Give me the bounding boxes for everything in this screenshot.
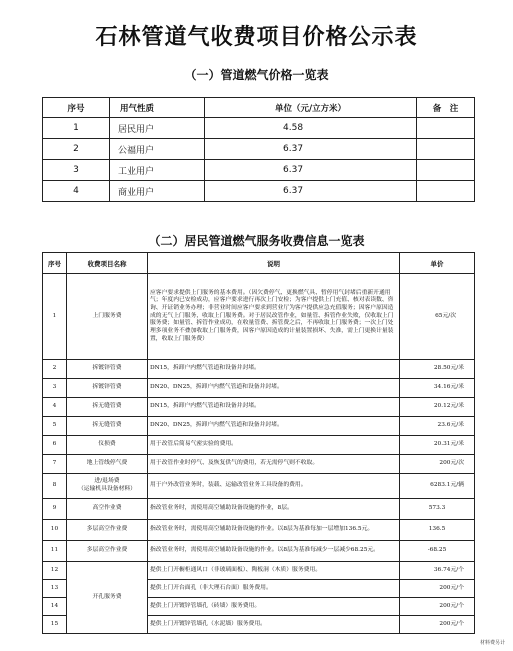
cell-nature: 商业用户 [110,181,205,202]
cell-desc: 提供上门开镀锌管墙孔（砖墙）服务费用。 [148,598,400,616]
service-fee-heading: （二）居民管道燃气服务收费信息一览表 [148,234,365,248]
table-row [43,436,475,455]
cell-remark [417,160,475,181]
cell-desc: DN20、DN25，拆卸户内燃气管道和设备并封堵。 [148,417,400,436]
cell-no: 2 [43,139,110,160]
cell-remark [417,139,475,160]
cell-name: 进/退场费 （运输机具设备材料） [67,474,148,499]
cell-price: 36.74元/个 [400,562,475,580]
cell-desc: DN15，拆卸户内燃气管道和设备并封堵。 [148,398,400,417]
cell-name: 高空作业费 [67,499,148,520]
cell-no: 8 [43,474,67,499]
header-remark: 备 注 [417,98,475,118]
cell-name: 多层高空作业费 [67,541,148,562]
table-row [43,398,475,417]
cell-no: 13 [43,580,67,598]
table-row [43,474,475,499]
cell-no: 2 [43,360,67,379]
cell-price: -68.25 [400,541,475,562]
cell-no: 3 [43,379,67,398]
page-title: 石林管道气收费项目价格公示表 [95,25,418,50]
table-row [43,379,475,398]
cell-price: 200元/次 [400,455,475,474]
table-row [43,118,475,139]
cell-nature: 工业用户 [110,160,205,181]
table-row [43,455,475,474]
cell-price: 200元/个 [400,598,475,616]
cell-name: 拆无缝管费 [67,398,148,417]
cell-price: 200元/个 [400,616,475,634]
footer-note: 材料费另计 [479,640,505,646]
cell-name: 上门服务费 [67,274,148,360]
cell-remark [417,118,475,139]
cell-no: 6 [43,436,67,455]
cell-price: 34.16元/米 [400,379,475,398]
cell-desc: 提供上门开橱柜通风口（非玻璃面板）、陶板洞（木质）服务费用。 [148,562,400,580]
cell-no: 1 [43,118,110,139]
cell-desc: 指改管业务时，需使用高空辅助设备设施的作业，8层。 [148,499,400,520]
table-row [43,499,475,520]
cell-no: 12 [43,562,67,580]
cell-price: 20.12元/米 [400,398,475,417]
cell-nature: 居民用户 [110,118,205,139]
cell-name: 开孔服务费 [67,562,148,634]
table-header-row [43,98,475,118]
table-header-row [43,253,475,274]
table-row [43,520,475,541]
gas-price-table [42,97,475,202]
cell-desc: 指改管业务时，需使用高空辅助设备设施的作业。以8层为基准每减少一层减少68.25元。 [148,541,400,562]
cell-no: 5 [43,417,67,436]
cell-price: 200元/个 [400,580,475,598]
cell-no: 4 [43,181,110,202]
cell-price: 28.50元/米 [400,360,475,379]
cell-price: 23.6元/米 [400,417,475,436]
cell-no: 4 [43,398,67,417]
cell-price: 4.58 [205,118,417,139]
cell-desc: 指改管业务时，需使用高空辅助设备设施的作业。以8层为基准每加一层增加136.5元。 [148,520,400,541]
header-price: 单价 [400,253,475,274]
cell-no: 7 [43,455,67,474]
cell-price: 65元/次 [400,274,475,360]
table-row [43,360,475,379]
cell-desc: DN20、DN25，拆卸户内燃气管道和设备并封堵。 [148,379,400,398]
header-name: 收费项目名称 [67,253,148,274]
cell-desc: DN15，拆卸户内燃气管道和设备并封堵。 [148,360,400,379]
cell-remark [417,181,475,202]
cell-name: 仪损费 [67,436,148,455]
table-row [43,160,475,181]
cell-desc: 提供上门开台面孔（非大理石台面）服务费用。 [148,580,400,598]
cell-no: 9 [43,499,67,520]
cell-price: 20.31元/米 [400,436,475,455]
gas-price-heading: （一）管道燃气价格一览表 [184,68,329,82]
cell-no: 15 [43,616,67,634]
table-row [43,417,475,436]
cell-name: 地上管线停气费 [67,455,148,474]
cell-name: 拆无缝管费 [67,417,148,436]
cell-price: 6.37 [205,139,417,160]
table-row [43,181,475,202]
cell-name: 多层高空作业费 [67,520,148,541]
header-unit: 单位（元/立方米） [205,98,417,118]
cell-no: 14 [43,598,67,616]
cell-desc: 用于户外改管业务时，装载、运输改管业务工具设备的费用。 [148,474,400,499]
cell-no: 10 [43,520,67,541]
table-row [43,541,475,562]
cell-price: 6.37 [205,181,417,202]
cell-price: 6283.1元/辆 [400,474,475,499]
cell-desc: 提供上门开镀锌管墙孔（水泥墙）服务费用。 [148,616,400,634]
cell-desc: 用于改管作业时停气、及恢复供气的费用，若无需停气则不收取。 [148,455,400,474]
cell-nature: 公福用户 [110,139,205,160]
table-row [43,139,475,160]
header-desc: 说明 [148,253,400,274]
cell-name: 拆镀锌管费 [67,379,148,398]
table-row [43,274,475,360]
header-nature: 用气性质 [110,98,205,118]
header-no: 序号 [43,98,110,118]
header-no: 序号 [43,253,67,274]
cell-price: 6.37 [205,160,417,181]
cell-price: 573.3 [400,499,475,520]
cell-name: 拆镀锌管费 [67,360,148,379]
cell-no: 3 [43,160,110,181]
table-row [43,562,475,580]
cell-desc: 应客户要求提供上门服务的基本费用。（因欠费停气、更换燃气具、暂停用气封堵后重新开通用气；年度内已安检成功，应客户要求进行再次上门安检；为客户提供上门充值、核对表读数、咨询、开证销业务办理；非营业时间应客户要求到营业厅为客户提供应急充值服务；因客户原因造成的无气上门服务，收取上门服务费。对于居民改管作业，如量管、拆管作业失败，仅收取上门服务费；如量管、拆管作业成功，在收量管费、拆管费之后，不再收取上门服务费；一次上门处理多项业务不叠加收取上门服务费，因客户原因造成的计量装置损坏、失准，需上门更换计量装置，收取上门服务费） [148,274,400,360]
cell-no: 11 [43,541,67,562]
cell-desc: 用于改管后简易气密实验的费用。 [148,436,400,455]
cell-no: 1 [43,274,67,360]
service-fee-table [42,252,475,634]
cell-price: 136.5 [400,520,475,541]
